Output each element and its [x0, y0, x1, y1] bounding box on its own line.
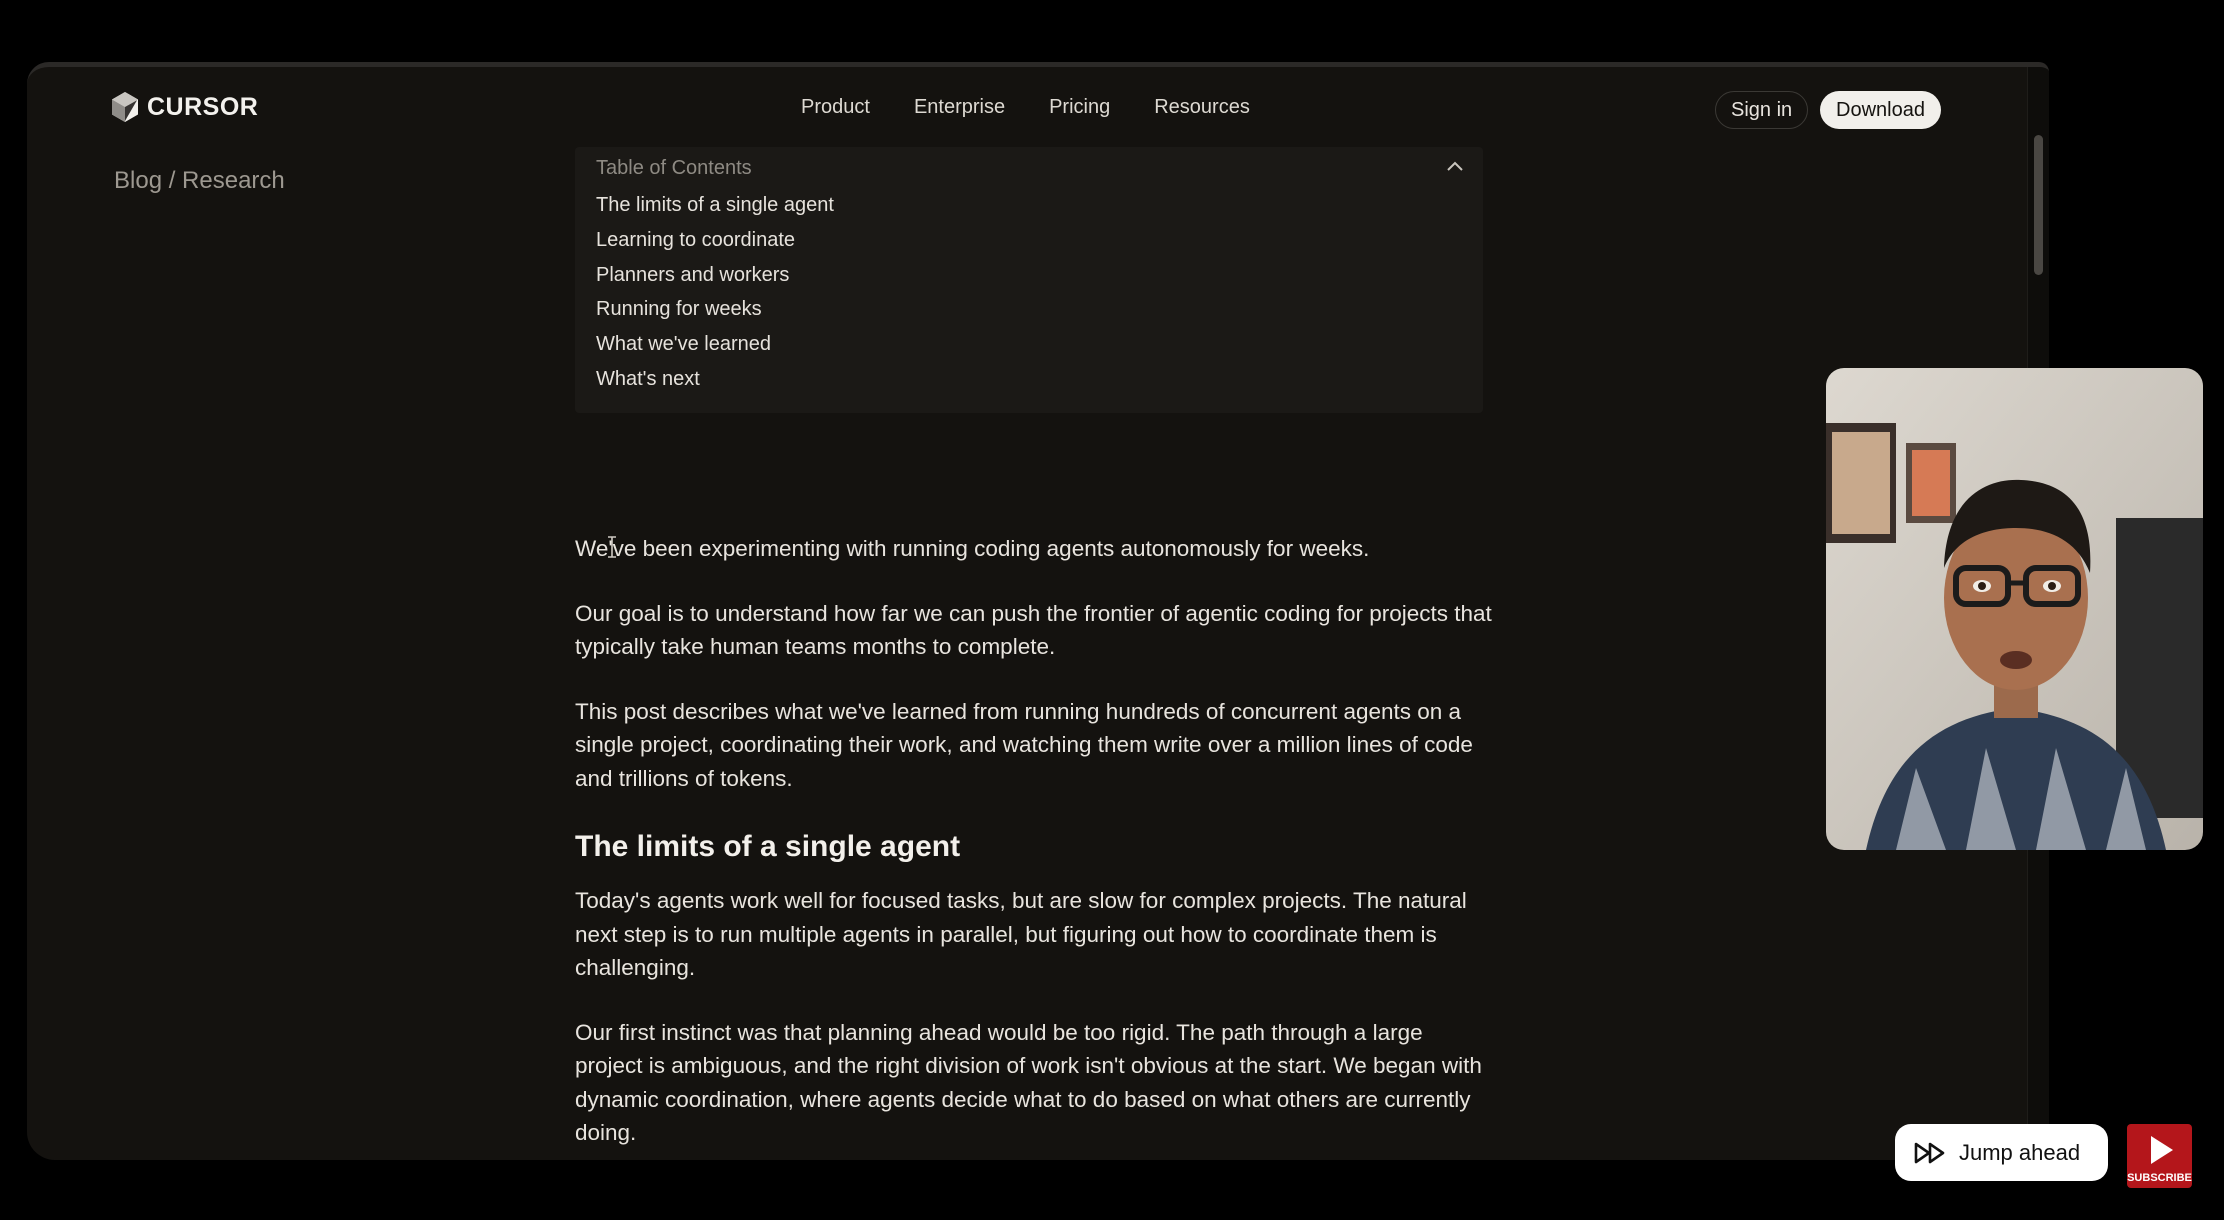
toc-item[interactable]: Running for weeks — [596, 298, 762, 321]
cursor-logo[interactable] — [111, 91, 258, 123]
article-paragraph: Our first instinct was that planning ahead would be too rigid. The path through a large project is ambiguous, and the right division of work isn't obvious at the start. We began with dynamic coordination, where agents decide what to do based on what others are currently doing. — [575, 1019, 1482, 1145]
jump-ahead-label: Jump ahead — [1959, 1139, 2081, 1165]
subscribe-button[interactable] — [2127, 1124, 2192, 1188]
nav-resources[interactable]: Resources — [1154, 96, 1250, 118]
toc-item[interactable]: What we've learned — [596, 333, 772, 356]
play-icon — [2127, 1128, 2192, 1174]
nav-product[interactable]: Product — [801, 96, 870, 118]
toc-item[interactable]: Learning to coordinate — [596, 228, 796, 251]
article-body — [575, 532, 1495, 1160]
table-of-contents — [575, 147, 1483, 413]
sign-in-button[interactable]: Sign in — [1715, 91, 1808, 129]
scroll-thumb[interactable] — [2034, 135, 2043, 275]
subscribe-label: SUBSCRIBE — [2127, 1172, 2192, 1184]
article-paragraph: Today's agents work well for focused tasks, but are slow for complex projects. The natural next step is to run multiple agents in parallel, but figuring out how to coordinate them is challenging. — [575, 888, 1467, 980]
toc-item[interactable]: What's next — [596, 367, 700, 390]
presenter-video — [1826, 368, 2203, 850]
breadcrumb[interactable]: Blog / Research — [114, 167, 285, 194]
toc-item[interactable]: The limits of a single agent — [596, 194, 834, 216]
section-heading: The limits of a single agent — [575, 830, 961, 863]
brand-name: CURSOR — [147, 92, 259, 121]
toc-item[interactable]: Planners and workers — [596, 263, 790, 286]
toc-title: Table of Contents — [596, 157, 752, 179]
browser-window — [27, 62, 2049, 1160]
chevron-up-icon[interactable] — [1445, 159, 1465, 178]
fast-forward-icon — [1913, 1141, 1947, 1165]
top-nav — [27, 67, 2027, 147]
toc-list — [596, 188, 834, 397]
nav-links — [801, 96, 1250, 119]
article-paragraph: We've been experimenting with running coding agents autonomously for weeks. — [575, 536, 1370, 561]
nav-enterprise[interactable]: Enterprise — [913, 96, 1006, 118]
article-paragraph: This post describes what we've learned from running hundreds of concurrent agents on a single project, coordinating their work, and watching them write over a million lines of code and trillions of tokens. — [575, 698, 1473, 791]
nav-pricing[interactable]: Pricing — [1049, 96, 1111, 118]
download-button[interactable]: Download — [1820, 91, 1941, 129]
jump-ahead-button[interactable] — [1895, 1124, 2108, 1181]
cursor-cube-icon — [111, 91, 139, 123]
article-paragraph: Our goal is to understand how far we can push the frontier of agentic coding for projects that typically take human teams months to complete. — [575, 600, 1492, 659]
text-cursor-icon — [606, 535, 618, 559]
